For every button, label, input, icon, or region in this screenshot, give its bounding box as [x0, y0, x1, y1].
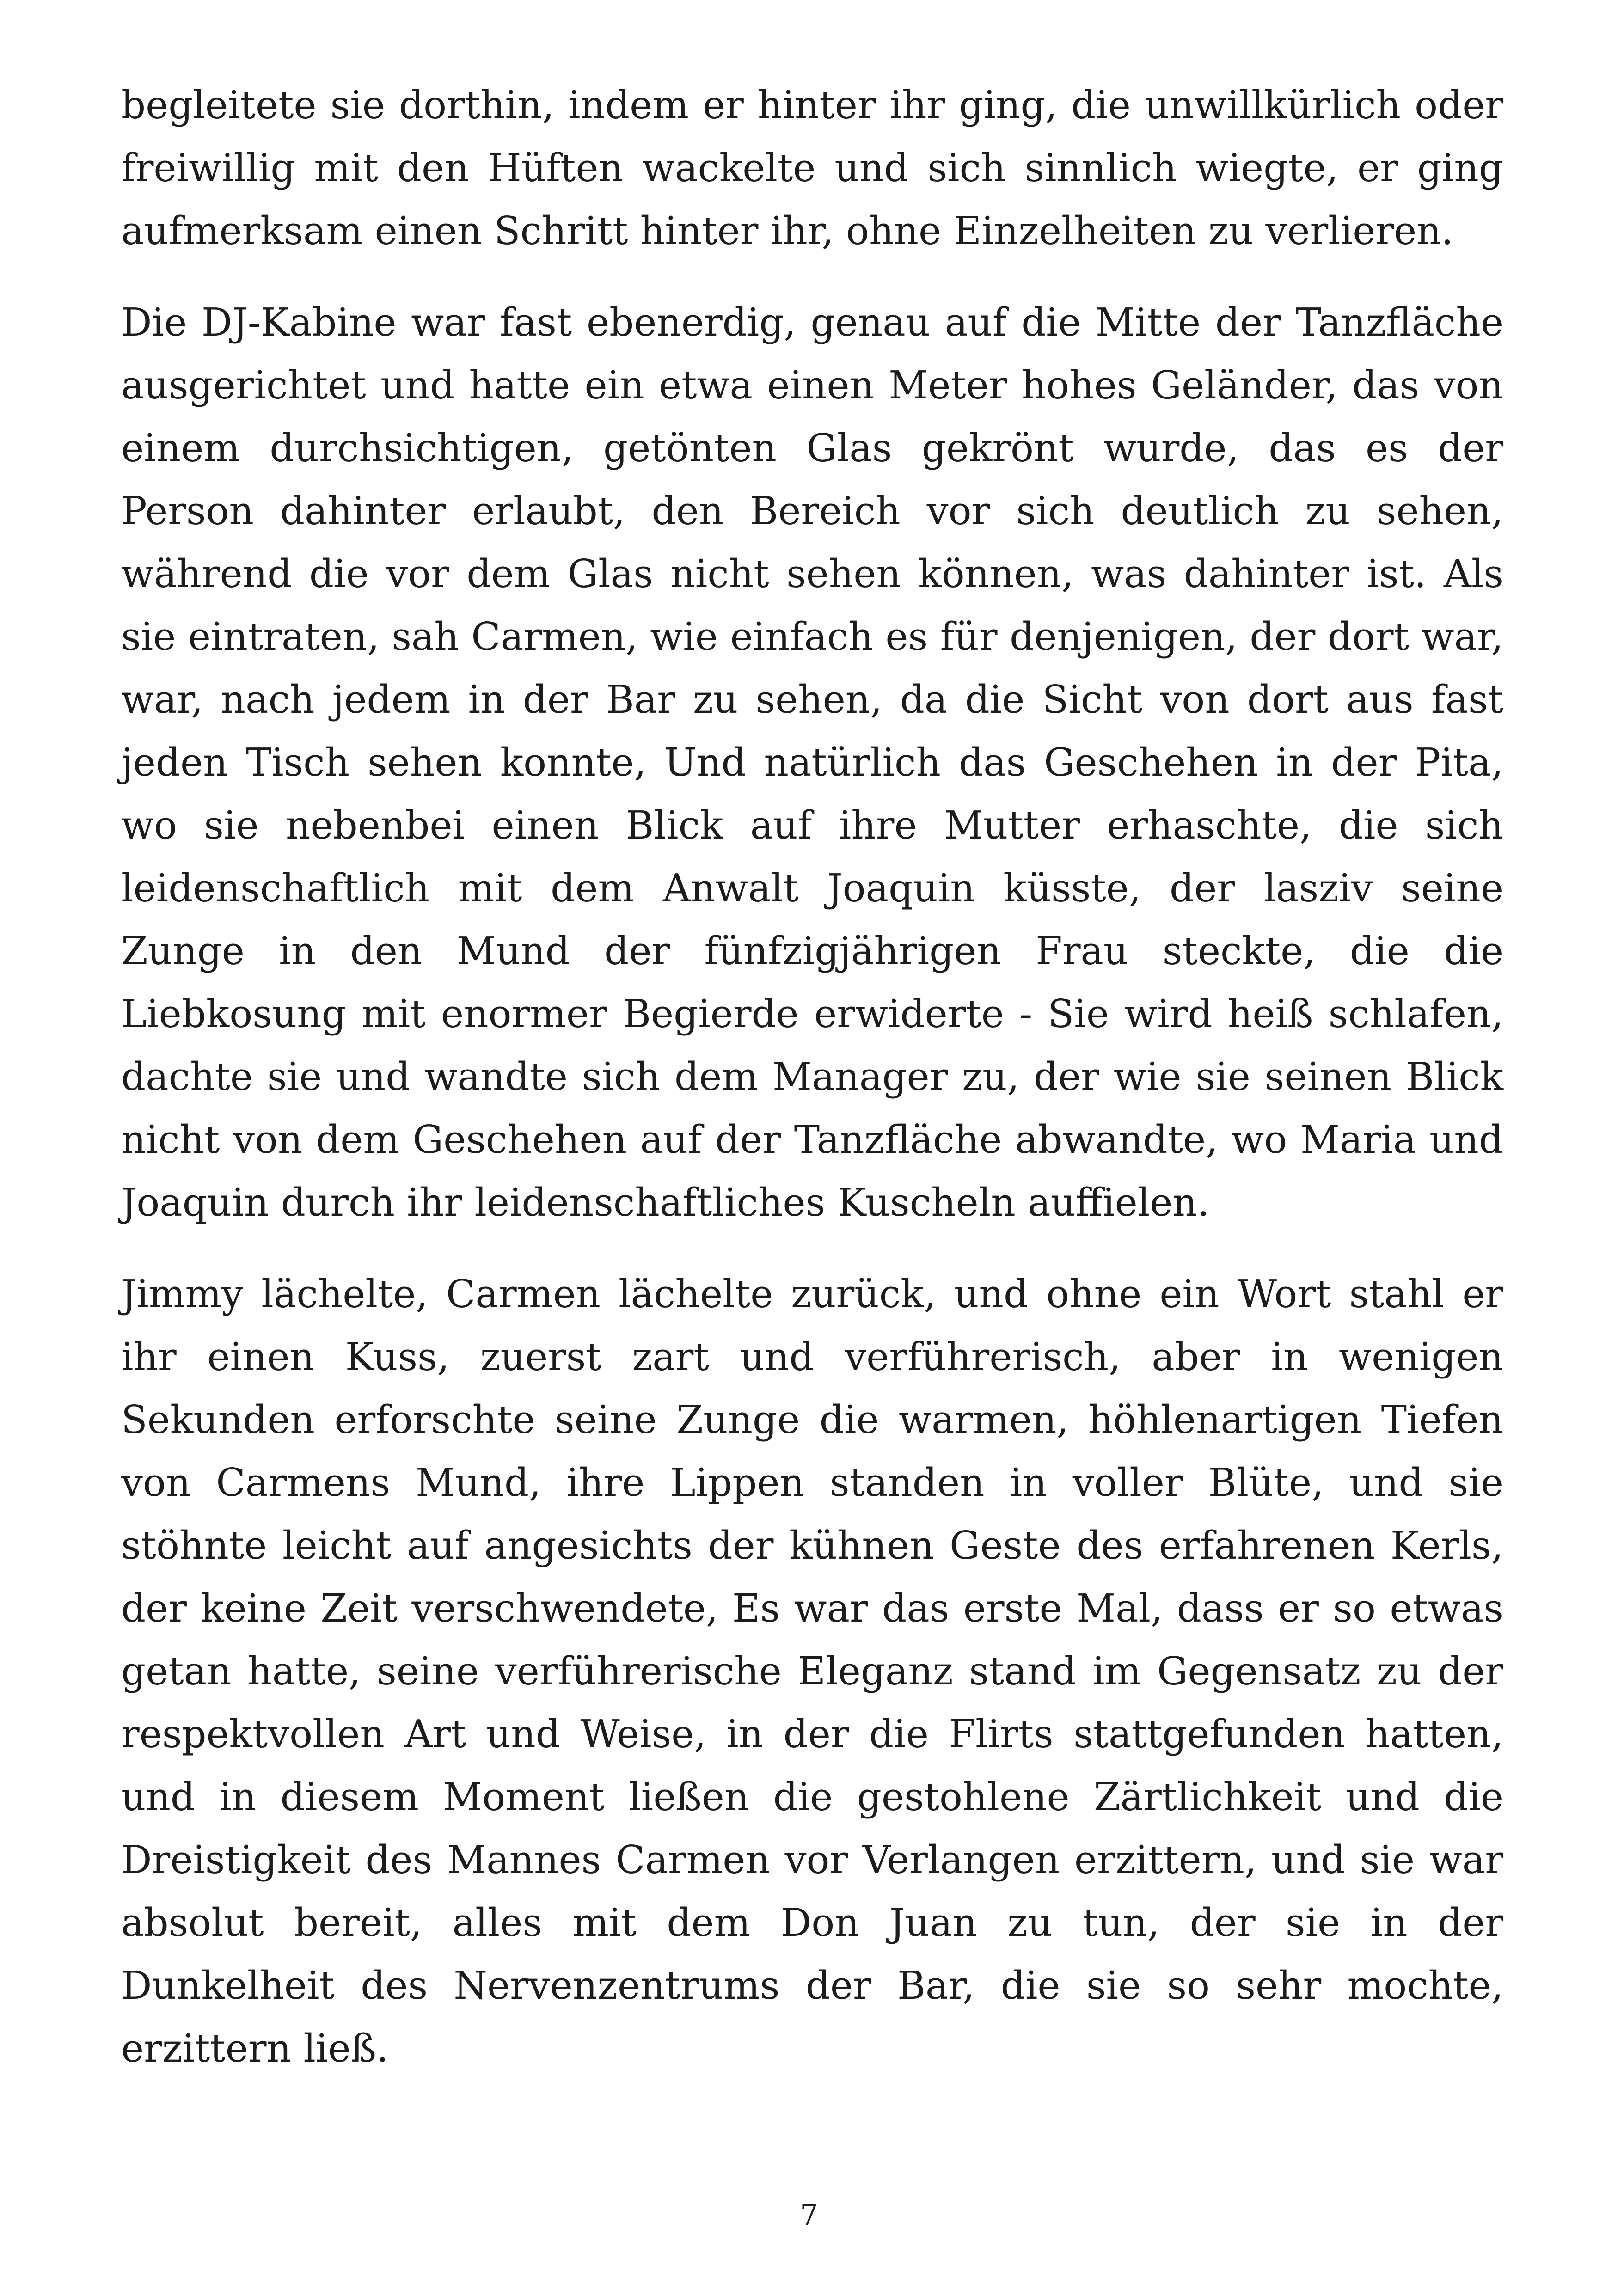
paragraph-1: begleitete sie dorthin, indem er hinter ihr ging, die unwillkürlich oder freiwillig mit den Hüften wackelte und sich sinnlich wiegte, er ging aufmerksam einen Schritt hinter ihr, ohne Einzelheiten zu verlieren. — [121, 83, 1503, 253]
body-text — [121, 74, 1503, 2109]
paragraph-2: Die DJ-Kabine war fast ebenerdig, genau auf die Mitte der Tanzfläche ausgerichtet und hatte ein etwa einen Meter hohes Geländer, das von einem durchsichtigen, getönten Glas gekrönt wurde, das es der Person dahinter erlaubt, den Bereich vor sich deutlich zu sehen, während die vor dem Glas nicht sehen können, was dahinter ist. Als sie eintraten, sah Carmen, wie einfach es für denjenigen, der dort war, war, nach jedem in der Bar zu sehen, da die Sicht von dort aus fast jeden Tisch sehen konnte, Und natürlich das Geschehen in der Pita, wo sie nebenbei einen Blick auf ihre Mutter erhaschte, die sich leidenschaftlich mit dem Anwalt Joaquin küsste, der lasziv seine Zunge in den Mund der fünfzigjährigen Frau steckte, die die Liebkosung mit enormer Begierde erwiderte - Sie wird heiß schlafen, dachte sie und wandte sich dem Manager zu, der wie sie seinen Blick nicht von dem Geschehen auf der Tanzfläche abwandte, wo Maria und Joaquin durch ihr leidenschaftliches Kuscheln auffielen. — [121, 300, 1503, 1225]
paragraph-3: Jimmy lächelte, Carmen lächelte zurück, und ohne ein Wort stahl er ihr einen Kuss, zuerst zart und verführerisch, aber in wenigen Sekunden erforschte seine Zunge die warmen, höhlenartigen Tiefen von Carmens Mund, ihre Lippen standen in voller Blüte, und sie stöhnte leicht auf angesichts der kühnen Geste des erfahrenen Kerls, der keine Zeit verschwendete, Es war das erste Mal, dass er so etwas getan hatte, seine verführerische Eleganz stand im Gegensatz zu der respektvollen Art und Weise, in der die Flirts stattgefunden hatten, und in diesem Moment ließen die gestohlene Zärtlichkeit und die Dreistigkeit des Mannes Carmen vor Verlangen erzittern, und sie war absolut bereit, alles mit dem Don Juan zu tun, der sie in der Dunkelheit des Nervenzentrums der Bar, die sie so sehr mochte, erzittern ließ. — [121, 1272, 1503, 2071]
page-number: 7 — [800, 2198, 818, 2232]
